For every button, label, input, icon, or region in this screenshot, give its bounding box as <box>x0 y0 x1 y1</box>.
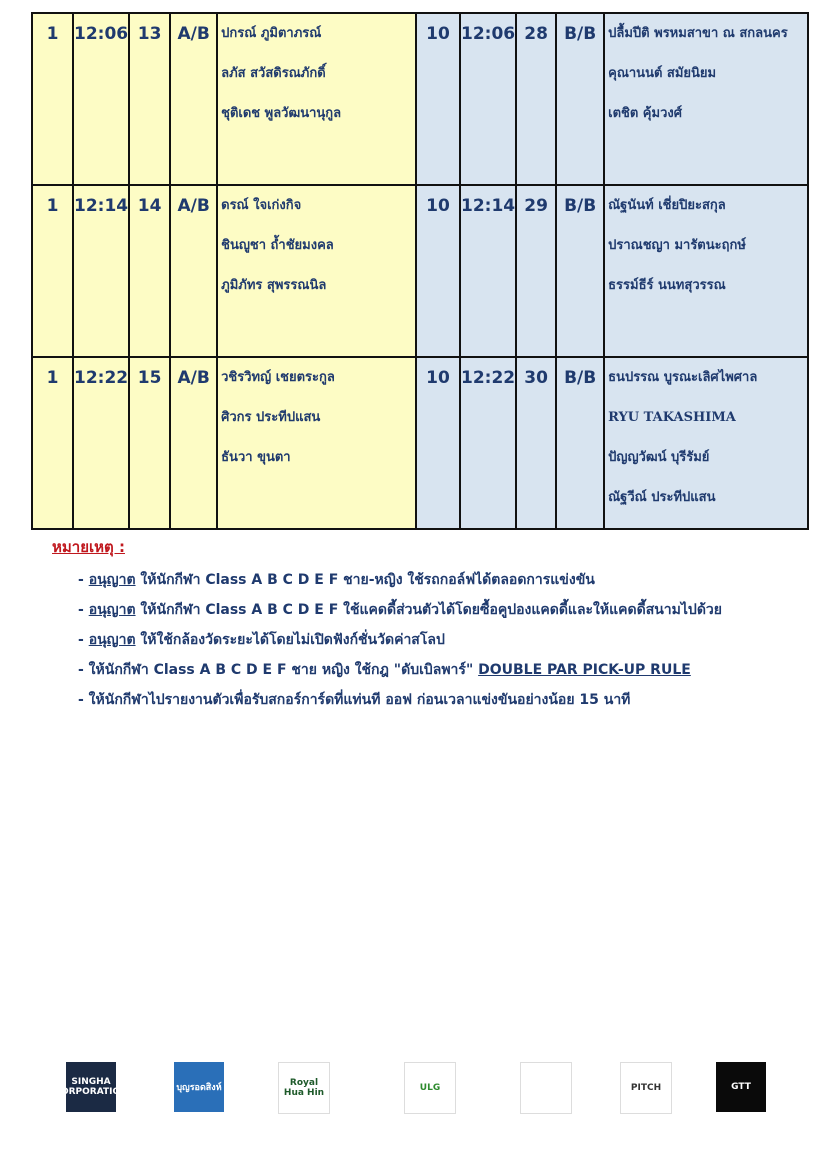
player-name: ปราณชญา มารัตนะฤกษ์ <box>608 238 746 253</box>
note-text: ให้นักกีฬา Class A B C D E F ใช้แคดดี้ส่วนตัวได้โดยซื้อคูปองแคดดี้และให้แคดดี้สนามไปด้วย <box>135 602 722 618</box>
note-3 <box>78 625 812 655</box>
group-cell: 15 <box>129 357 170 529</box>
note-prefix: - <box>78 572 89 588</box>
tee-cell: B/B <box>556 357 604 529</box>
time-cell: 12:06 <box>73 13 129 185</box>
player-name: ธนปรรณ บูรณะเลิศไพศาล <box>608 370 758 385</box>
player-name: ปลื้มปีติ พรหมสาขา ณ สกลนคร <box>608 26 788 41</box>
player-name: คุณานนต์ สมัยนิยม <box>608 66 717 81</box>
allowed-label: อนุญาต <box>88 572 136 588</box>
left-tee-table <box>31 12 425 530</box>
player-name: ณัฐนันท์ เชี่ยปิยะสกุล <box>608 198 726 213</box>
hole-cell: 10 <box>416 185 460 357</box>
note-1 <box>78 565 812 595</box>
players-cell <box>604 185 808 357</box>
note-4-text: - ให้นักกีฬา Class A B C D E F ชาย หญิง ใช้กฎ "ดับเบิลพาร์" <box>78 662 479 678</box>
hole-cell: 1 <box>32 357 73 529</box>
player-name: ดรณ์ ใจเก่งกิจ <box>221 198 302 213</box>
time-cell: 12:14 <box>73 185 129 357</box>
player-name: เตชิต คุ้มวงศ์ <box>608 106 682 121</box>
gtt-logo: GTT <box>716 1062 766 1112</box>
table-row <box>416 185 808 357</box>
group-cell: 30 <box>516 357 556 529</box>
hole-cell: 1 <box>32 185 73 357</box>
hole-cell: 10 <box>416 357 460 529</box>
ulg-logo: ULG <box>404 1062 456 1114</box>
players-cell <box>217 13 424 185</box>
time-cell: 12:06 <box>460 13 516 185</box>
note-text: ให้นักกีฬา Class A B C D E F ชาย-หญิง ใช้รถกอล์ฟได้ตลอดการแข่งขัน <box>135 572 595 588</box>
players-cell <box>217 185 424 357</box>
table-row <box>416 13 808 185</box>
player-name: ธรรม์ธีร์ นนทสุวรรณ <box>608 278 726 293</box>
allowed-label: อนุญาต <box>88 602 136 618</box>
player-name: ปัญญวัฒน์ บุรีรัมย์ <box>608 450 710 465</box>
tee-cell: A/B <box>170 357 217 529</box>
player-name: ปกรณ์ ภูมิตาภรณ์ <box>221 26 322 41</box>
note-text: ให้ใช้กล้องวัดระยะได้โดยไม่เปิดฟังก์ชั่นวัดค่าสโลป <box>135 632 445 648</box>
players-cell <box>217 357 424 529</box>
player-name: วชิรวิทญ์ เชยตระกูล <box>221 370 335 385</box>
tee-cell: A/B <box>170 185 217 357</box>
player-name: RYU TAKASHIMA <box>608 410 736 425</box>
table-row <box>32 357 424 529</box>
double-par-rule: DOUBLE PAR PICK-UP RULE <box>478 662 691 678</box>
table-row <box>32 185 424 357</box>
note-prefix: - <box>78 602 89 618</box>
group-cell: 28 <box>516 13 556 185</box>
group-cell: 29 <box>516 185 556 357</box>
note-5: - ให้นักกีฬาไปรายงานตัวเพื่อรับสกอร์การ์ดที่แท่นที ออฟ ก่อนเวลาแข่งขันอย่างน้อย 15 นาที <box>78 692 631 708</box>
hole-cell: 10 <box>416 13 460 185</box>
allowed-label: อนุญาต <box>88 632 136 648</box>
tee-cell: A/B <box>170 13 217 185</box>
group-cell: 14 <box>129 185 170 357</box>
note-4 <box>78 655 812 685</box>
crest-logo <box>520 1062 572 1114</box>
time-cell: 12:14 <box>460 185 516 357</box>
players-cell <box>604 357 808 529</box>
group-cell: 13 <box>129 13 170 185</box>
player-name: ธันวา ขุนตา <box>221 450 291 465</box>
note-2 <box>78 595 812 625</box>
right-tee-table <box>415 12 809 530</box>
royal-hua-hin-logo: Royal Hua Hin <box>278 1062 330 1114</box>
players-cell <box>604 13 808 185</box>
time-cell: 12:22 <box>73 357 129 529</box>
remarks-title: หมายเหตุ : <box>52 538 125 556</box>
pitch-logo: PITCH <box>620 1062 672 1114</box>
tee-cell: B/B <box>556 13 604 185</box>
player-name: ชินญูชา ถ้ำชัยมงคล <box>221 238 334 253</box>
sponsor-logos <box>54 1062 780 1122</box>
player-name: ลภัส สวัสดิรณภักดิ์ <box>221 66 326 81</box>
player-name: ชุติเดช พูลวัฒนานุกูล <box>221 106 342 121</box>
table-row <box>416 357 808 529</box>
player-name: ศิวกร ประทีปแสน <box>221 410 321 425</box>
boonrawd-logo: บุญรอดสิงห์ <box>174 1062 224 1112</box>
singha-corporation-logo: SINGHA CORPORATION <box>66 1062 116 1112</box>
remarks-section <box>52 535 812 715</box>
hole-cell: 1 <box>32 13 73 185</box>
tee-cell: B/B <box>556 185 604 357</box>
player-name: ณัฐวีณ์ ประทีปแสน <box>608 490 716 505</box>
time-cell: 12:22 <box>460 357 516 529</box>
table-row <box>32 13 424 185</box>
player-name: ภูมิภัทร สุพรรณนิล <box>221 278 327 293</box>
note-prefix: - <box>78 632 89 648</box>
